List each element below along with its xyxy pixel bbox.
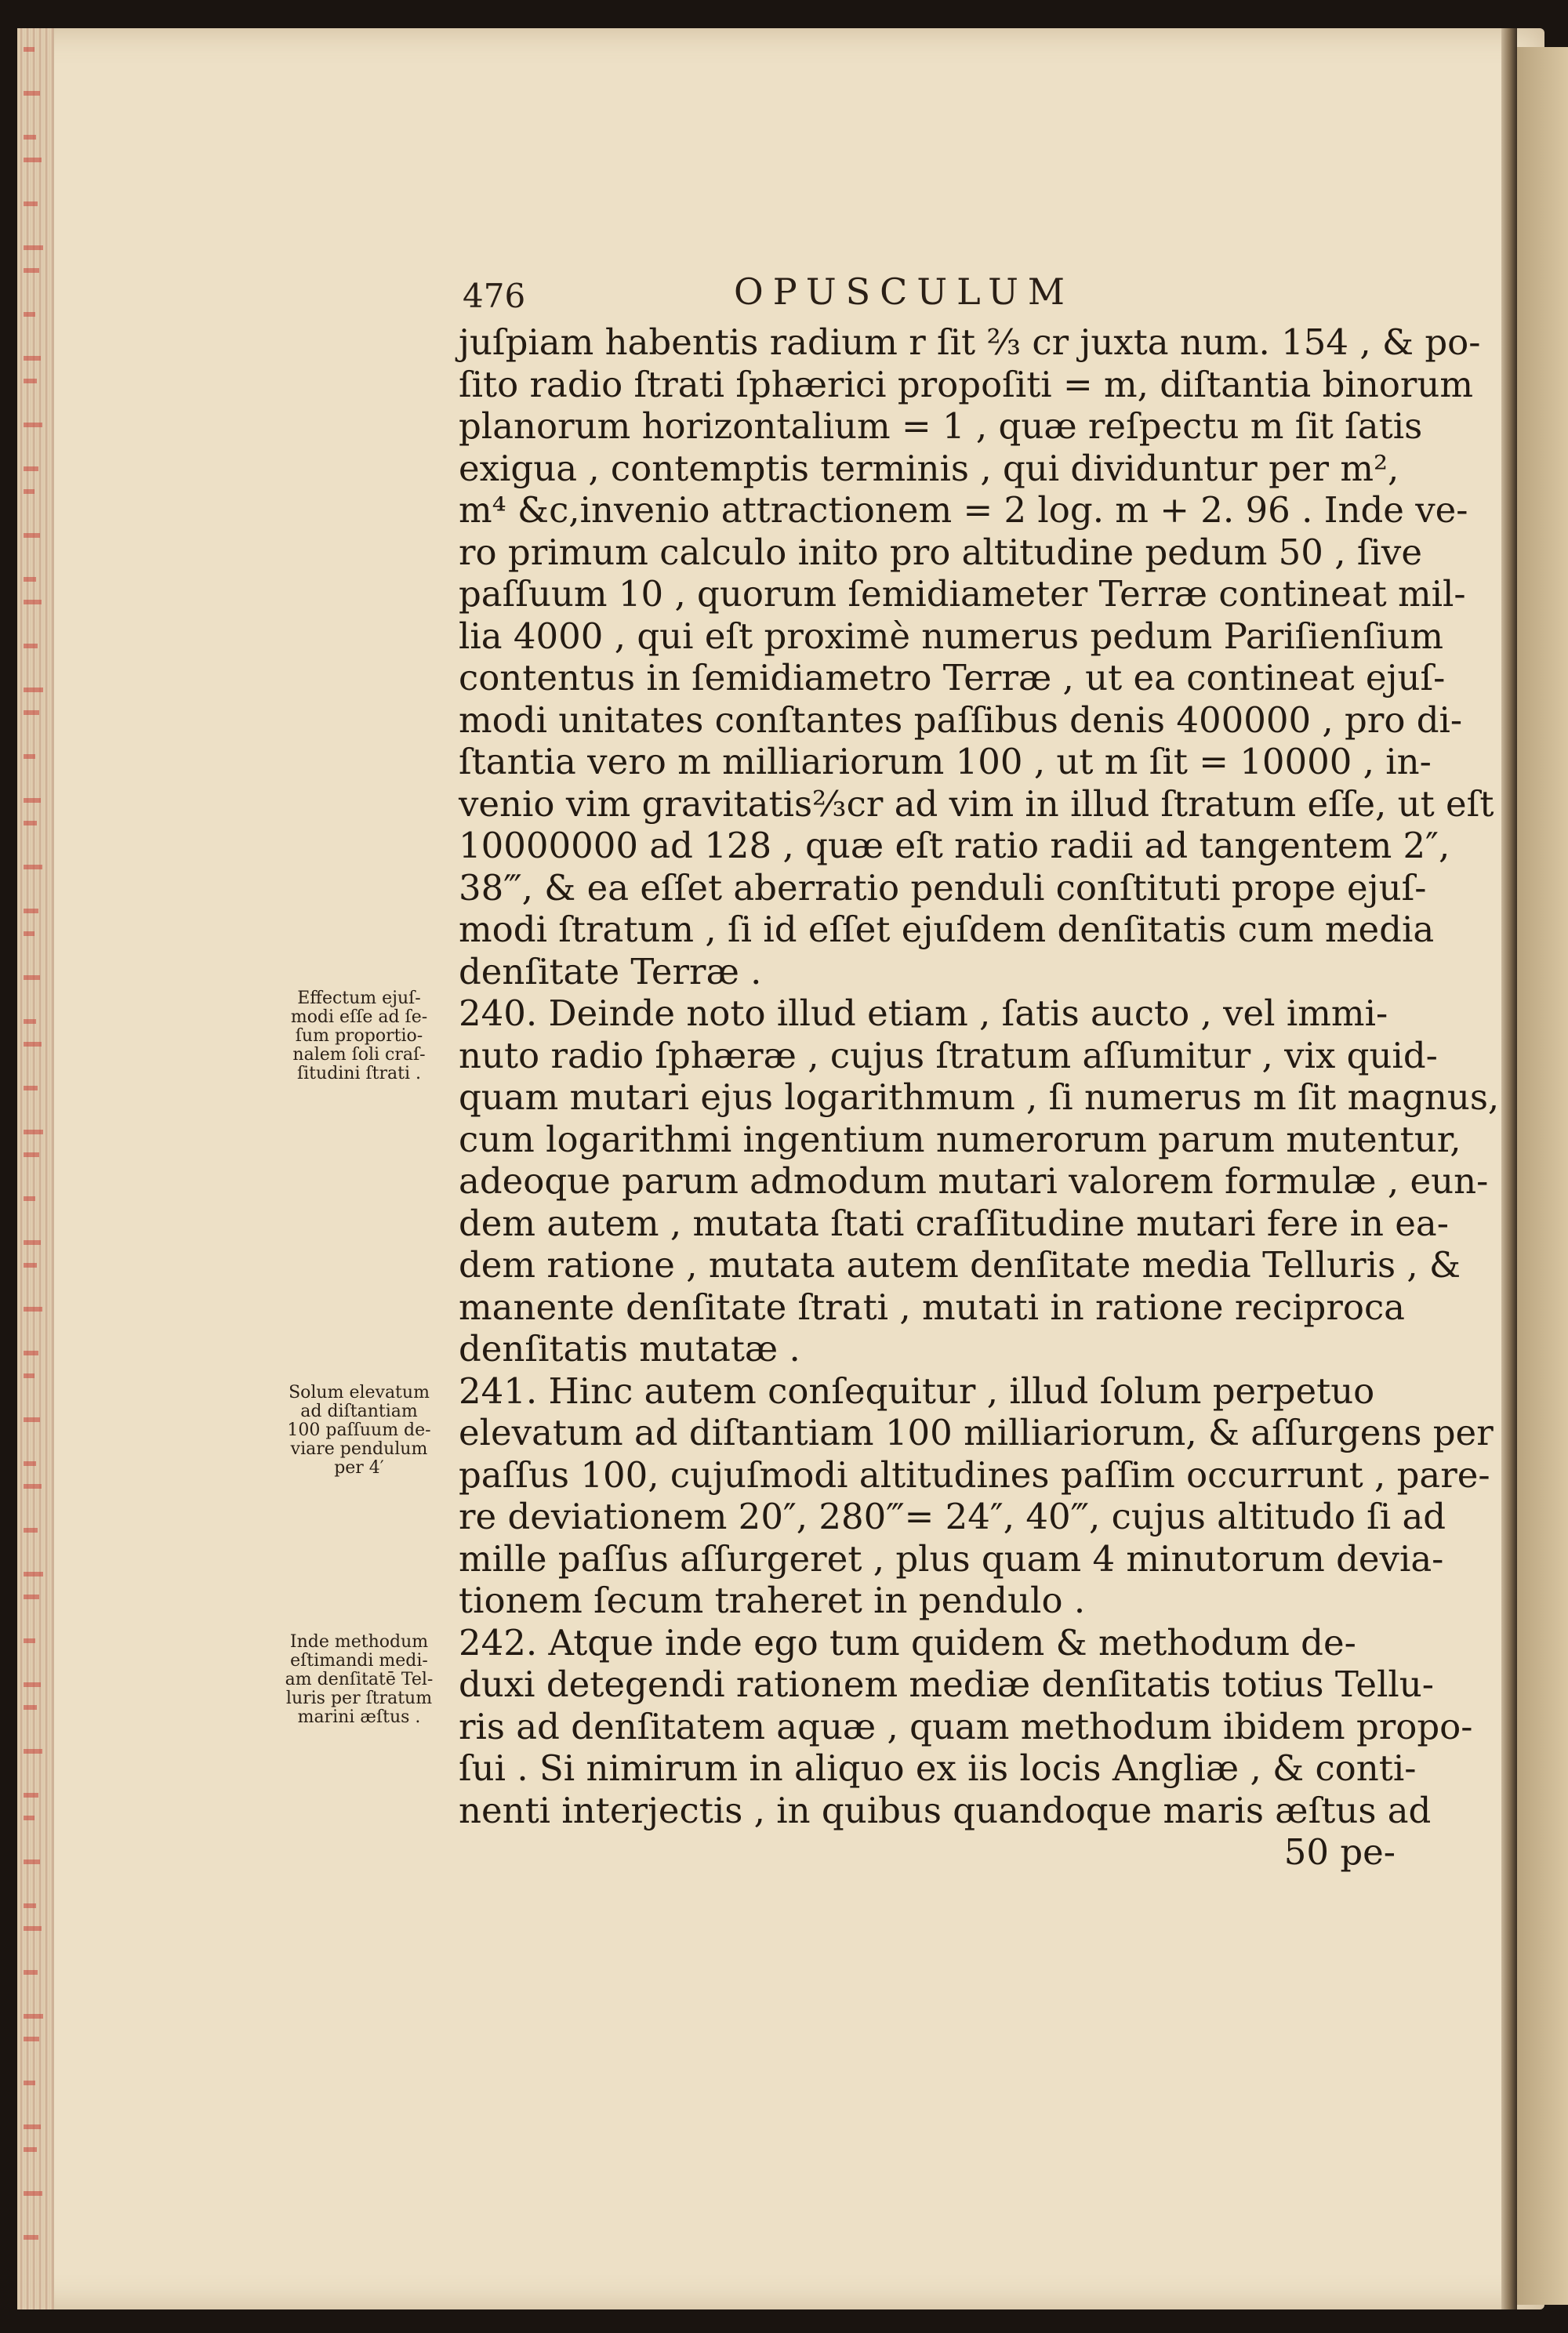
text-line: m⁴ &c,invenio attractionem = 2 log. m + 2. 96 . Inde ve-: [459, 489, 1468, 531]
text-line: contentus in ſemidiametro Terræ , ut ea contineat ejuſ-: [459, 657, 1446, 698]
text-line: dem autem , mutata ſtati craſſitudine mutari fere in ea-: [459, 1202, 1449, 1244]
text-line: nuto radio ſphæræ , cujus ſtratum aſſumitur , vix quid-: [459, 1034, 1438, 1076]
marginal-line: per 4′: [334, 1458, 384, 1478]
text-line: mille paſſus aſſurgeret , plus quam 4 minutorum devia-: [459, 1537, 1444, 1580]
text-line: lia 4000 , qui eſt proximè numerus pedum Pariſienſium: [459, 615, 1444, 657]
marginal-line: eſtimandi medi-: [290, 1651, 428, 1671]
text-line: juſpiam habentis radium r ſit ⅔ cr juxta num. 154 , & po-: [459, 321, 1481, 363]
page-header: [463, 270, 1403, 325]
marginal-line: ſum proportio-: [295, 1026, 423, 1046]
text-line: 10000000 ad 128 , quæ eſt ratio radii ad tangentem 2″,: [459, 825, 1450, 866]
marginal-line: luris per ſtratum: [285, 1689, 433, 1708]
text-line: modi ſtratum , ſi id eſſet ejuſdem denſitatis cum media: [459, 909, 1435, 950]
text-line: modi unitates conſtantes paſſibus denis 400000 , pro di-: [459, 698, 1463, 741]
marginal-line: ad diſtantiam: [300, 1402, 418, 1421]
text-line: 240. Deinde noto illud etiam , ſatis aucto , vel immi-: [459, 992, 1388, 1034]
text-line: ſui . Si nimirum in aliquo ex iis locis Angliæ , & conti-: [459, 1747, 1417, 1789]
page-number: 476: [463, 277, 526, 315]
text-line: adeoque parum admodum mutari valorem formulæ , eun-: [459, 1160, 1489, 1202]
text-line: elevatum ad diſtantiam 100 milliariorum, & aſſurgens per: [459, 1412, 1494, 1453]
text-line: 242. Atque inde ego tum quidem & methodum de-: [459, 1621, 1356, 1664]
text-line: denſitate Terræ .: [459, 950, 762, 992]
text-line: paſſuum 10 , quorum ſemidiameter Terræ contineat mil-: [459, 573, 1466, 615]
text-line: ris ad denſitatem aquæ , quam methodum ibidem propo-: [459, 1705, 1473, 1747]
text-line: manente denſitate ſtrati , mutati in ratione reciproca: [459, 1286, 1406, 1328]
text-line: venio vim gravitatis⅔cr ad vim in illud ſtratum eſſe, ut eſt: [459, 782, 1494, 825]
text-line: 241. Hinc autem conſequitur , illud ſolum perpetuo: [459, 1370, 1375, 1412]
text-line: re deviationem 20″, 280‴= 24″, 40‴, cujus altitudo ſi ad: [459, 1496, 1446, 1537]
binding-gutter: [1501, 28, 1517, 2309]
marginal-line: Solum elevatum: [289, 1383, 430, 1402]
text-line: tionem ſecum traheret in pendulo .: [459, 1580, 1086, 1621]
marginal-note-240: [268, 989, 450, 1083]
text-line: duxi detegendi rationem mediæ denſitatis totius Tellu-: [459, 1664, 1434, 1705]
marginal-line: modi eſſe ad ſe-: [290, 1007, 428, 1027]
marginal-line: 100 paſſuum de-: [287, 1420, 431, 1440]
text-line: ro primum calculo inito pro altitudine pedum 50 , ſive: [459, 531, 1422, 573]
marginal-line: nalem ſoli craſ-: [292, 1045, 426, 1065]
marginal-line: marini æſtus .: [297, 1707, 421, 1727]
marginal-line: ſitudini ſtrati .: [297, 1064, 421, 1083]
text-line: nenti interjectis , in quibus quandoque maris æſtus ad: [459, 1789, 1432, 1831]
red-edge-stain: [24, 47, 47, 2289]
marginal-line: Effectum ejuſ-: [297, 989, 421, 1008]
body-text: [459, 321, 1500, 1874]
text-line: exigua , contemptis terminis , qui dividuntur per m²,: [459, 447, 1399, 489]
marginal-note-241: [268, 1384, 450, 1478]
text-line: quam mutari ejus logarithmum , ſi numerus m ſit magnus,: [459, 1076, 1500, 1118]
text-line: cum logarithmi ingentium numerorum parum mutentur,: [459, 1118, 1461, 1160]
text-line: planorum horizontalium = 1 , quæ reſpectu m ſit ſatis: [459, 405, 1423, 447]
text-line: ſito radio ſtrati ſphærici propoſiti = m, diſtantia binorum: [459, 363, 1474, 405]
text-line: 38‴, & ea eſſet aberratio penduli conſtituti prope ejuſ-: [459, 866, 1427, 909]
marginal-line: Inde methodum: [289, 1632, 429, 1652]
catchword: 50 pe-: [1283, 1831, 1396, 1873]
marginal-line: am denſitatē Tel-: [285, 1670, 434, 1689]
running-title: OPUSCULUM: [734, 270, 1074, 313]
text-line: dem ratione , mutata autem denſitate media Telluris , &: [459, 1244, 1461, 1286]
text-line: denſitatis mutatæ .: [459, 1328, 800, 1370]
marginal-note-242: [268, 1633, 450, 1727]
text-line: paſſus 100, cujuſmodi altitudines paſſim occurrunt , pare-: [459, 1453, 1490, 1496]
marginal-line: viare pendulum: [290, 1439, 428, 1459]
text-line: ſtantia vero m milliariorum 100 , ut m ſit = 10000 , in-: [459, 741, 1432, 782]
facing-page-edge: [1517, 47, 1568, 2305]
